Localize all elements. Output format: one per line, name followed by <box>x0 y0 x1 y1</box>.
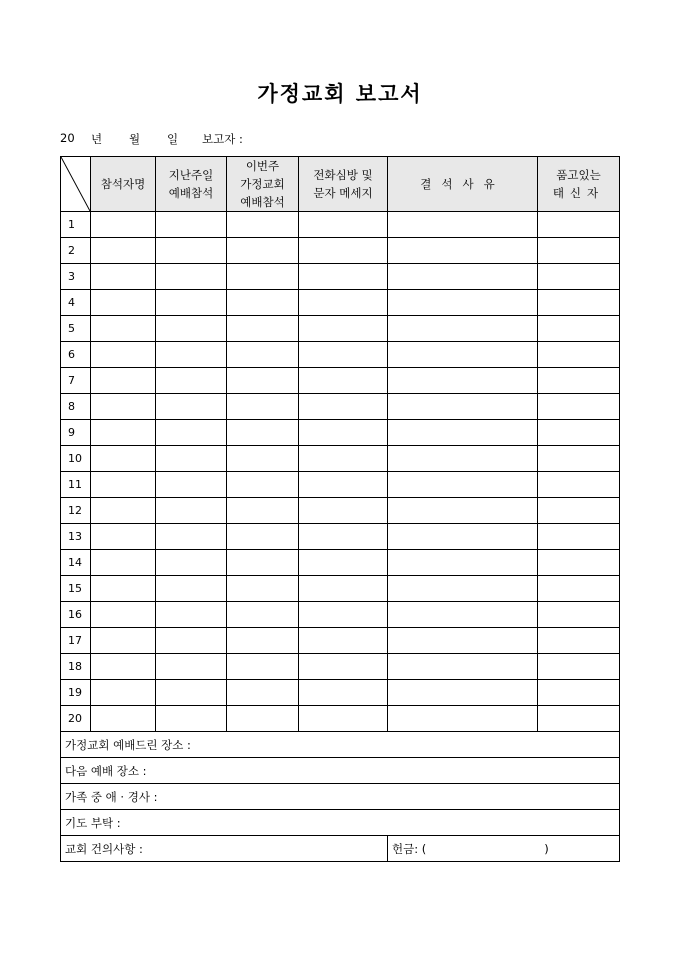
phone-visit-cell[interactable] <box>299 238 388 264</box>
house-church-cell[interactable] <box>227 576 299 602</box>
date-reporter-line <box>60 131 620 147</box>
row-number: 19 <box>61 680 91 706</box>
table-row <box>61 550 620 576</box>
phone-visit-cell[interactable] <box>299 498 388 524</box>
attendee-name-cell[interactable] <box>91 680 156 706</box>
house-church-cell[interactable] <box>227 394 299 420</box>
phone-visit-cell[interactable] <box>299 628 388 654</box>
prospects-cell[interactable] <box>538 550 620 576</box>
prospects-cell[interactable] <box>538 238 620 264</box>
table-row <box>61 628 620 654</box>
phone-visit-cell[interactable] <box>299 368 388 394</box>
last-sunday-cell[interactable] <box>156 680 227 706</box>
diagonal-corner-cell <box>61 157 91 212</box>
attendee-name-cell[interactable] <box>91 290 156 316</box>
house-church-cell[interactable] <box>227 472 299 498</box>
phone-visit-cell[interactable] <box>299 290 388 316</box>
prospects-cell[interactable] <box>538 264 620 290</box>
footer-offering[interactable] <box>388 836 620 862</box>
phone-visit-cell[interactable] <box>299 316 388 342</box>
header-attendee-name: 참석자명 <box>91 157 156 212</box>
house-church-cell[interactable] <box>227 680 299 706</box>
attendee-name-cell[interactable] <box>91 602 156 628</box>
phone-visit-cell[interactable] <box>299 524 388 550</box>
last-sunday-cell[interactable] <box>156 524 227 550</box>
attendee-name-cell[interactable] <box>91 576 156 602</box>
phone-visit-cell[interactable] <box>299 394 388 420</box>
attendee-name-cell[interactable] <box>91 654 156 680</box>
attendee-name-cell[interactable] <box>91 472 156 498</box>
row-number: 5 <box>61 316 91 342</box>
table-row <box>61 576 620 602</box>
absence-reason-cell[interactable] <box>388 394 538 420</box>
last-sunday-cell[interactable] <box>156 316 227 342</box>
absence-reason-cell[interactable] <box>388 290 538 316</box>
row-number: 8 <box>61 394 91 420</box>
last-sunday-cell[interactable] <box>156 212 227 238</box>
absence-reason-cell[interactable] <box>388 680 538 706</box>
house-church-cell[interactable] <box>227 238 299 264</box>
house-church-cell[interactable] <box>227 316 299 342</box>
last-sunday-cell[interactable] <box>156 654 227 680</box>
table-row <box>61 654 620 680</box>
absence-reason-cell[interactable] <box>388 550 538 576</box>
attendee-name-cell[interactable] <box>91 316 156 342</box>
house-church-cell[interactable] <box>227 706 299 732</box>
prospects-cell[interactable] <box>538 654 620 680</box>
house-church-cell[interactable] <box>227 342 299 368</box>
attendee-name-cell[interactable] <box>91 368 156 394</box>
month-label: 월 <box>129 132 141 146</box>
header-absence-reason: 결석사유 <box>388 157 538 212</box>
row-number: 17 <box>61 628 91 654</box>
attendee-name-cell[interactable] <box>91 342 156 368</box>
attendee-name-cell[interactable] <box>91 446 156 472</box>
house-church-cell[interactable] <box>227 264 299 290</box>
absence-reason-cell[interactable] <box>388 472 538 498</box>
phone-visit-cell[interactable] <box>299 264 388 290</box>
attendee-name-cell[interactable] <box>91 212 156 238</box>
absence-reason-cell[interactable] <box>388 706 538 732</box>
document-title: 가정교회 보고서 <box>257 81 423 106</box>
row-number: 6 <box>61 342 91 368</box>
row-number: 14 <box>61 550 91 576</box>
offering-close: ) <box>544 841 549 856</box>
last-sunday-cell[interactable] <box>156 576 227 602</box>
phone-visit-cell[interactable] <box>299 212 388 238</box>
attendee-name-cell[interactable] <box>91 524 156 550</box>
footer-prayer-request[interactable]: 기도 부탁 : <box>61 810 620 836</box>
footer-family-events[interactable]: 가족 중 애 · 경사 : <box>61 784 620 810</box>
table-row <box>61 602 620 628</box>
prospects-cell[interactable] <box>538 290 620 316</box>
last-sunday-cell[interactable] <box>156 394 227 420</box>
absence-reason-cell[interactable] <box>388 446 538 472</box>
attendee-name-cell[interactable] <box>91 264 156 290</box>
row-number: 18 <box>61 654 91 680</box>
table-row <box>61 420 620 446</box>
row-number: 1 <box>61 212 91 238</box>
attendee-name-cell[interactable] <box>91 394 156 420</box>
attendee-name-cell[interactable] <box>91 498 156 524</box>
table-row <box>61 394 620 420</box>
row-number: 20 <box>61 706 91 732</box>
prospects-cell[interactable] <box>538 524 620 550</box>
phone-visit-cell[interactable] <box>299 602 388 628</box>
table-row <box>61 498 620 524</box>
absence-reason-cell[interactable] <box>388 420 538 446</box>
row-number: 13 <box>61 524 91 550</box>
phone-visit-cell[interactable] <box>299 706 388 732</box>
phone-visit-cell[interactable] <box>299 472 388 498</box>
day-label: 일 <box>167 132 179 146</box>
absence-reason-cell[interactable] <box>388 654 538 680</box>
prospects-cell[interactable] <box>538 498 620 524</box>
table-row <box>61 290 620 316</box>
house-church-cell[interactable] <box>227 212 299 238</box>
header-row <box>61 157 620 212</box>
absence-reason-cell[interactable] <box>388 212 538 238</box>
footer-next-place[interactable]: 다음 예배 장소 : <box>61 758 620 784</box>
attendee-name-cell[interactable] <box>91 420 156 446</box>
house-church-cell[interactable] <box>227 602 299 628</box>
house-church-cell[interactable] <box>227 628 299 654</box>
last-sunday-cell[interactable] <box>156 602 227 628</box>
absence-reason-cell[interactable] <box>388 628 538 654</box>
last-sunday-cell[interactable] <box>156 264 227 290</box>
house-church-cell[interactable] <box>227 420 299 446</box>
reporter-label: 보고자 : <box>202 132 243 146</box>
row-number: 7 <box>61 368 91 394</box>
last-sunday-cell[interactable] <box>156 290 227 316</box>
header-prospects: 품고있는 태신자 <box>538 157 620 212</box>
row-number: 16 <box>61 602 91 628</box>
table-row <box>61 524 620 550</box>
table-row <box>61 368 620 394</box>
last-sunday-cell[interactable] <box>156 498 227 524</box>
footer-worship-place[interactable]: 가정교회 예배드린 장소 : <box>61 732 620 758</box>
row-number: 12 <box>61 498 91 524</box>
last-sunday-cell[interactable] <box>156 472 227 498</box>
absence-reason-cell[interactable] <box>388 368 538 394</box>
last-sunday-cell[interactable] <box>156 420 227 446</box>
table-row <box>61 212 620 238</box>
absence-reason-cell[interactable] <box>388 498 538 524</box>
last-sunday-cell[interactable] <box>156 238 227 264</box>
phone-visit-cell[interactable] <box>299 654 388 680</box>
table-row <box>61 316 620 342</box>
prospects-cell[interactable] <box>538 316 620 342</box>
absence-reason-cell[interactable] <box>388 342 538 368</box>
prospects-cell[interactable] <box>538 706 620 732</box>
row-number: 11 <box>61 472 91 498</box>
absence-reason-cell[interactable] <box>388 238 538 264</box>
prospects-cell[interactable] <box>538 602 620 628</box>
last-sunday-cell[interactable] <box>156 706 227 732</box>
last-sunday-cell[interactable] <box>156 628 227 654</box>
prospects-cell[interactable] <box>538 394 620 420</box>
attendee-name-cell[interactable] <box>91 238 156 264</box>
prospects-cell[interactable] <box>538 576 620 602</box>
absence-reason-cell[interactable] <box>388 602 538 628</box>
attendee-name-cell[interactable] <box>91 706 156 732</box>
prospects-cell[interactable] <box>538 212 620 238</box>
table-row <box>61 238 620 264</box>
house-church-cell[interactable] <box>227 368 299 394</box>
house-church-cell[interactable] <box>227 498 299 524</box>
table-row <box>61 706 620 732</box>
phone-visit-cell[interactable] <box>299 680 388 706</box>
table-row <box>61 680 620 706</box>
row-number: 9 <box>61 420 91 446</box>
absence-reason-cell[interactable] <box>388 576 538 602</box>
row-number: 3 <box>61 264 91 290</box>
prospects-cell[interactable] <box>538 446 620 472</box>
absence-reason-cell[interactable] <box>388 316 538 342</box>
last-sunday-cell[interactable] <box>156 368 227 394</box>
prospects-cell[interactable] <box>538 472 620 498</box>
house-church-cell[interactable] <box>227 524 299 550</box>
footer-suggestions[interactable]: 교회 건의사항 : <box>61 836 388 862</box>
year-label: 년 <box>91 132 103 146</box>
header-this-week-house-church: 이번주 가정교회 예배참석 <box>227 157 299 212</box>
row-number: 10 <box>61 446 91 472</box>
phone-visit-cell[interactable] <box>299 420 388 446</box>
attendee-name-cell[interactable] <box>91 550 156 576</box>
phone-visit-cell[interactable] <box>299 576 388 602</box>
row-number: 4 <box>61 290 91 316</box>
prospects-cell[interactable] <box>538 680 620 706</box>
table-row <box>61 342 620 368</box>
diagonal-line <box>61 157 90 211</box>
phone-visit-cell[interactable] <box>299 446 388 472</box>
report-table <box>60 156 620 862</box>
table-row <box>61 446 620 472</box>
last-sunday-cell[interactable] <box>156 446 227 472</box>
house-church-cell[interactable] <box>227 290 299 316</box>
table-row <box>61 472 620 498</box>
house-church-cell[interactable] <box>227 654 299 680</box>
last-sunday-cell[interactable] <box>156 342 227 368</box>
prospects-cell[interactable] <box>538 420 620 446</box>
absence-reason-cell[interactable] <box>388 264 538 290</box>
absence-reason-cell[interactable] <box>388 524 538 550</box>
house-church-cell[interactable] <box>227 446 299 472</box>
prospects-cell[interactable] <box>538 368 620 394</box>
offering-label: 헌금: ( <box>392 841 427 856</box>
row-number: 15 <box>61 576 91 602</box>
row-number: 2 <box>61 238 91 264</box>
prospects-cell[interactable] <box>538 628 620 654</box>
last-sunday-cell[interactable] <box>156 550 227 576</box>
phone-visit-cell[interactable] <box>299 550 388 576</box>
table-row <box>61 264 620 290</box>
attendee-name-cell[interactable] <box>91 628 156 654</box>
header-last-sunday: 지난주일 예배참석 <box>156 157 227 212</box>
prospects-cell[interactable] <box>538 342 620 368</box>
phone-visit-cell[interactable] <box>299 342 388 368</box>
year-prefix: 20 <box>60 131 75 145</box>
header-phone-visit: 전화심방 및 문자 메세지 <box>299 157 388 212</box>
house-church-cell[interactable] <box>227 550 299 576</box>
